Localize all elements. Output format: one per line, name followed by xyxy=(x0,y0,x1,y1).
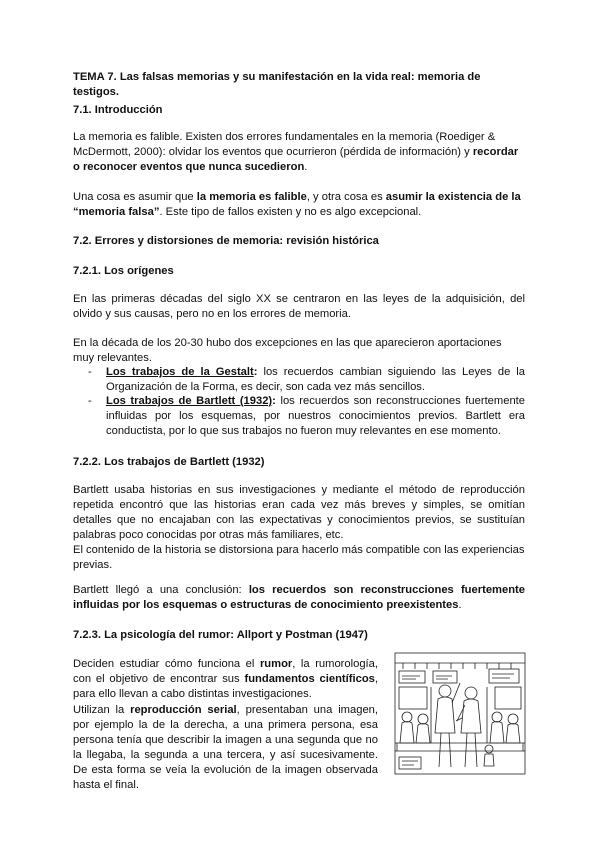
list-bullet: - xyxy=(88,366,92,378)
section-7-1-paragraph-1 xyxy=(73,130,525,175)
bold-text: asumir la existencia de la “memoria falsa” xyxy=(73,191,521,218)
section-7-2-1-paragraph-1: En las primeras décadas del siglo XX se centraron en las leyes de la adquisición, del olvido y sus causas, pero no en los errores de memoria. xyxy=(73,293,525,320)
term-colon: : xyxy=(253,366,258,378)
section-7-1-paragraph-2 xyxy=(73,190,525,220)
term-colon: : xyxy=(272,395,276,407)
section-7-2-3-paragraph-2 xyxy=(73,703,378,793)
list-item-text xyxy=(106,365,525,395)
bold-text: la memoria es falible xyxy=(196,191,307,203)
section-7-1-heading: 7.1. Introducción xyxy=(73,104,163,116)
bold-text: recordar o reconocer eventos que nunca sucedieron xyxy=(73,146,519,173)
text-run: , presentaban una imagen, por ejemplo la de la derecha, a una primera persona, esa persona tenía que describir la imagen a una segunda que no la llegaba, la segunda a una tercera, y así sucesivamente. De esta forma se veía la evolución de la imagen observada hasta el final. xyxy=(73,704,378,791)
list-item-bartlett xyxy=(90,394,525,439)
text-run: . xyxy=(304,161,308,173)
section-7-2-3-paragraph-1 xyxy=(73,657,378,702)
text-run: Bartlett llegó a una conclusión: xyxy=(73,584,249,596)
section-7-2-2-paragraph-2: El contenido de la historia se distorsiona para hacerlo más compatible con las experiencias previas. xyxy=(73,544,525,571)
subway-car-illustration xyxy=(393,651,527,776)
section-7-2-2-heading: 7.2.2. Los trabajos de Bartlett (1932) xyxy=(73,456,265,468)
section-7-2-3-heading: 7.2.3. La psicología del rumor: Allport y Postman (1947) xyxy=(73,629,368,641)
bold-text: fundamentos científicos xyxy=(244,673,375,685)
text-run: Una cosa es asumir que xyxy=(73,191,197,203)
text-run: los recuerdos son reconstrucciones fuertemente influidas por los esquemas, por nuestros conocimientos previos. Bartlett era conductista, por lo que sus trabajos no fueron muy relevantes en ese momento. xyxy=(106,395,525,437)
underlined-term: Los trabajos de Bartlett (1932) xyxy=(106,395,273,407)
text-run: . Este tipo de fallos existen y no es algo excepcional. xyxy=(159,206,422,218)
list-item-text xyxy=(106,394,525,439)
text-run: . xyxy=(458,599,462,611)
text-run: , y otra cosa es xyxy=(306,191,386,203)
document-title: TEMA 7. Las falsas memorias y su manifestación en la vida real: memoria de testigos. xyxy=(73,71,481,98)
section-7-2-1-paragraph-2: En la década de los 20-30 hubo dos excepciones en las que aparecieron aportaciones muy relevantes. xyxy=(73,337,502,364)
section-7-2-2-paragraph-3 xyxy=(73,583,525,613)
list-bullet: - xyxy=(88,395,92,407)
text-run: La memoria es falible. Existen dos errores fundamentales en la memoria (Roediger & McDermott, 2000): olvidar los eventos que ocurrieron (pérdida de información) y xyxy=(73,131,496,158)
section-7-2-heading: 7.2. Errores y distorsiones de memoria: revisión histórica xyxy=(73,235,379,247)
section-7-2-2-paragraph-1: Bartlett usaba historias en sus investigaciones y mediante el método de reproducción repetida encontró que las historias eran cada vez más breves y simples, se omitían detalles que no encajaban con las expectativas y conocimientos previos, se sustituían palabras poco conocidas por otras más familiares, etc. xyxy=(73,484,525,541)
list-item-gestalt xyxy=(90,365,525,395)
underlined-term: Los trabajos de la Gestalt xyxy=(106,366,254,378)
bold-text: reproducción serial xyxy=(130,704,237,716)
text-run: los recuerdos cambian siguiendo las Leyes de la Organización de la Forma, es decir, son cada vez más sencillos. xyxy=(106,366,525,393)
text-run: Utilizan la xyxy=(73,704,131,716)
text-run: , la rumorología, con el objetivo de encontrar sus xyxy=(73,658,378,685)
bold-text: rumor xyxy=(259,658,293,670)
section-7-2-1-heading: 7.2.1. Los orígenes xyxy=(73,265,174,277)
text-run: , para ello llevan a cabo distintas investigaciones. xyxy=(73,673,378,700)
bold-text: los recuerdos son reconstrucciones fuertemente influidas por los esquemas o estructuras de conocimiento preexistentes xyxy=(73,584,525,611)
text-run: Deciden estudiar cómo funciona el xyxy=(73,658,260,670)
